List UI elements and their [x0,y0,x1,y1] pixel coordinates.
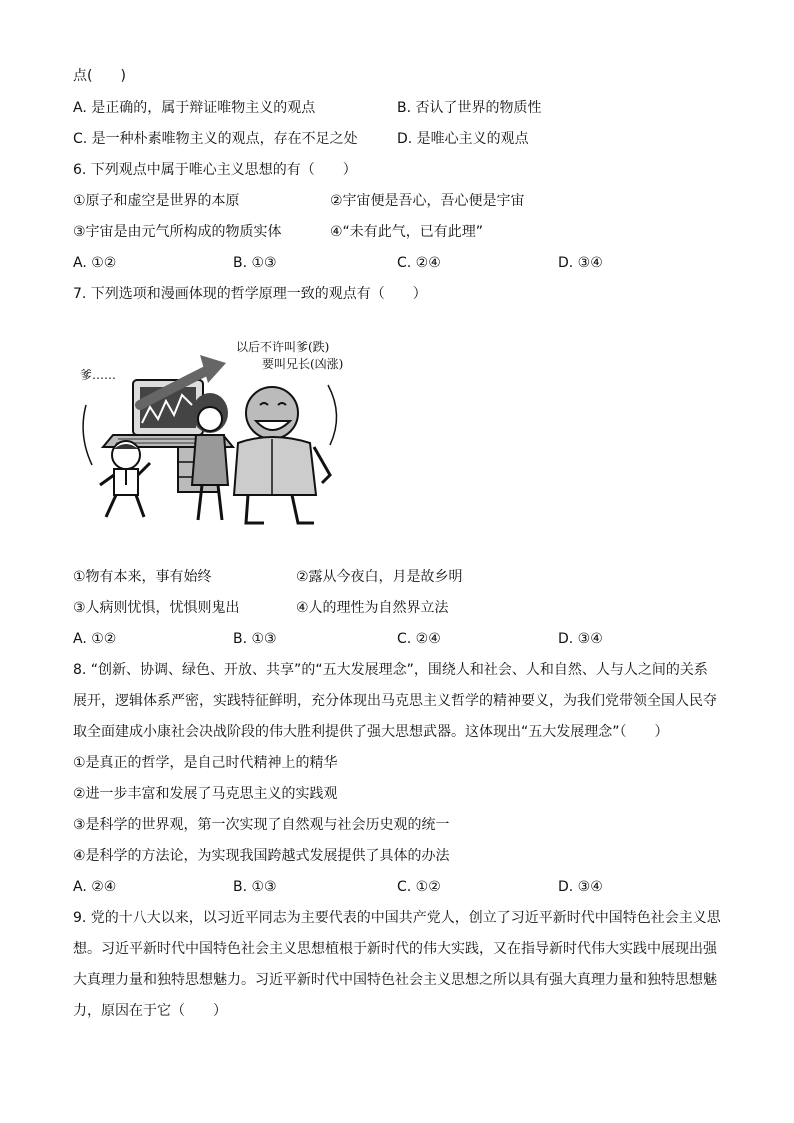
q7-item-2: ②露从今夜白，月是故乡明 [296,569,463,585]
q6-item-4: ④“未有此气，已有此理” [330,224,484,240]
q6-item-3: ③宇宙是由元气所构成的物质实体 [73,224,282,240]
q6-option-c: C. ②④ [397,255,441,271]
q8-option-b: B. ①③ [233,879,277,895]
q8-option-a: A. ②④ [73,879,117,895]
q8-stem-line1: 8. “创新、协调、绿色、开放、共享”的“五大发展理念”，围绕人和社会、人和自然、人与人之间的关系 [73,662,708,678]
q7-option-b: B. ①③ [233,631,277,647]
cartoon-caption-line2: 要叫兄长(凶涨) [262,357,344,371]
q8-option-d: D. ③④ [558,879,603,895]
q6-option-a: A. ①② [73,255,117,271]
q7-cartoon [78,335,378,530]
q7-option-a: A. ①② [73,631,117,647]
q6-option-b: B. ①③ [233,255,277,271]
q7-item-3: ③人病则忧惧，忧惧则鬼出 [73,600,240,616]
q9-stem-line3: 大真理力量和独特思想魅力。习近平新时代中国特色社会主义思想之所以具有强大真理力量和独特思想魅 [73,972,717,988]
q9-stem-line2: 想。习近平新时代中国特色社会主义思想植根于新时代的伟大实践，又在指导新时代伟大实践中展现出强 [73,941,717,957]
q7-option-c: C. ②④ [397,631,441,647]
q6-item-2: ②宇宙便是吾心，吾心便是宇宙 [330,193,525,209]
q7-stem: 7. 下列选项和漫画体现的哲学原理一致的观点有（ ） [73,286,427,302]
q8-item-4: ④是科学的方法论，为实现我国跨越式发展提供了具体的办法 [73,848,450,864]
woman-figure-illustration [192,393,228,520]
q6-item-1: ①原子和虚空是世界的本原 [73,193,240,209]
cartoon-kid-speech: 爹…… [80,368,117,382]
q8-item-2: ②进一步丰富和发展了马克思主义的实践观 [73,786,338,802]
q8-item-1: ①是真正的哲学，是自己时代精神上的精华 [73,755,338,771]
q5-option-a: A. 是正确的，属于辩证唯物主义的观点 [73,100,316,116]
man-figure-illustration [234,385,337,523]
q6-option-d: D. ③④ [558,255,603,271]
q8-stem-line3: 取全面建成小康社会决战阶段的伟大胜利提供了强大思想武器。这体现出“五大发展理念”（ ） [73,724,669,740]
q7-item-1: ①物有本来，事有始终 [73,569,212,585]
q5-option-d: D. 是唯心主义的观点 [397,131,529,147]
q8-option-c: C. ①② [397,879,441,895]
q7-option-d: D. ③④ [558,631,603,647]
q8-item-3: ③是科学的世界观，第一次实现了自然观与社会历史观的统一 [73,817,450,833]
q5-option-b: B. 否认了世界的物质性 [397,100,542,116]
q6-stem: 6. 下列观点中属于唯心主义思想的有（ ） [73,162,357,178]
q5-option-c: C. 是一种朴素唯物主义的观点，存在不足之处 [73,131,358,147]
q9-stem-line4: 力，原因在于它（ ） [73,1003,227,1019]
q5-stem-tail: 点( ) [73,68,126,84]
q8-stem-line2: 展开，逻辑体系严密，实践特征鲜明，充分体现出马克思主义哲学的精神要义，为我们党带领全国人民夺 [73,693,717,709]
q7-item-4: ④人的理性为自然界立法 [296,600,449,616]
cartoon-caption-line1: 以后不许叫爹(跌) [236,340,330,354]
q9-stem-line1: 9. 党的十八大以来，以习近平同志为主要代表的中国共产党人，创立了习近平新时代中国特色社会主义思 [73,910,721,926]
